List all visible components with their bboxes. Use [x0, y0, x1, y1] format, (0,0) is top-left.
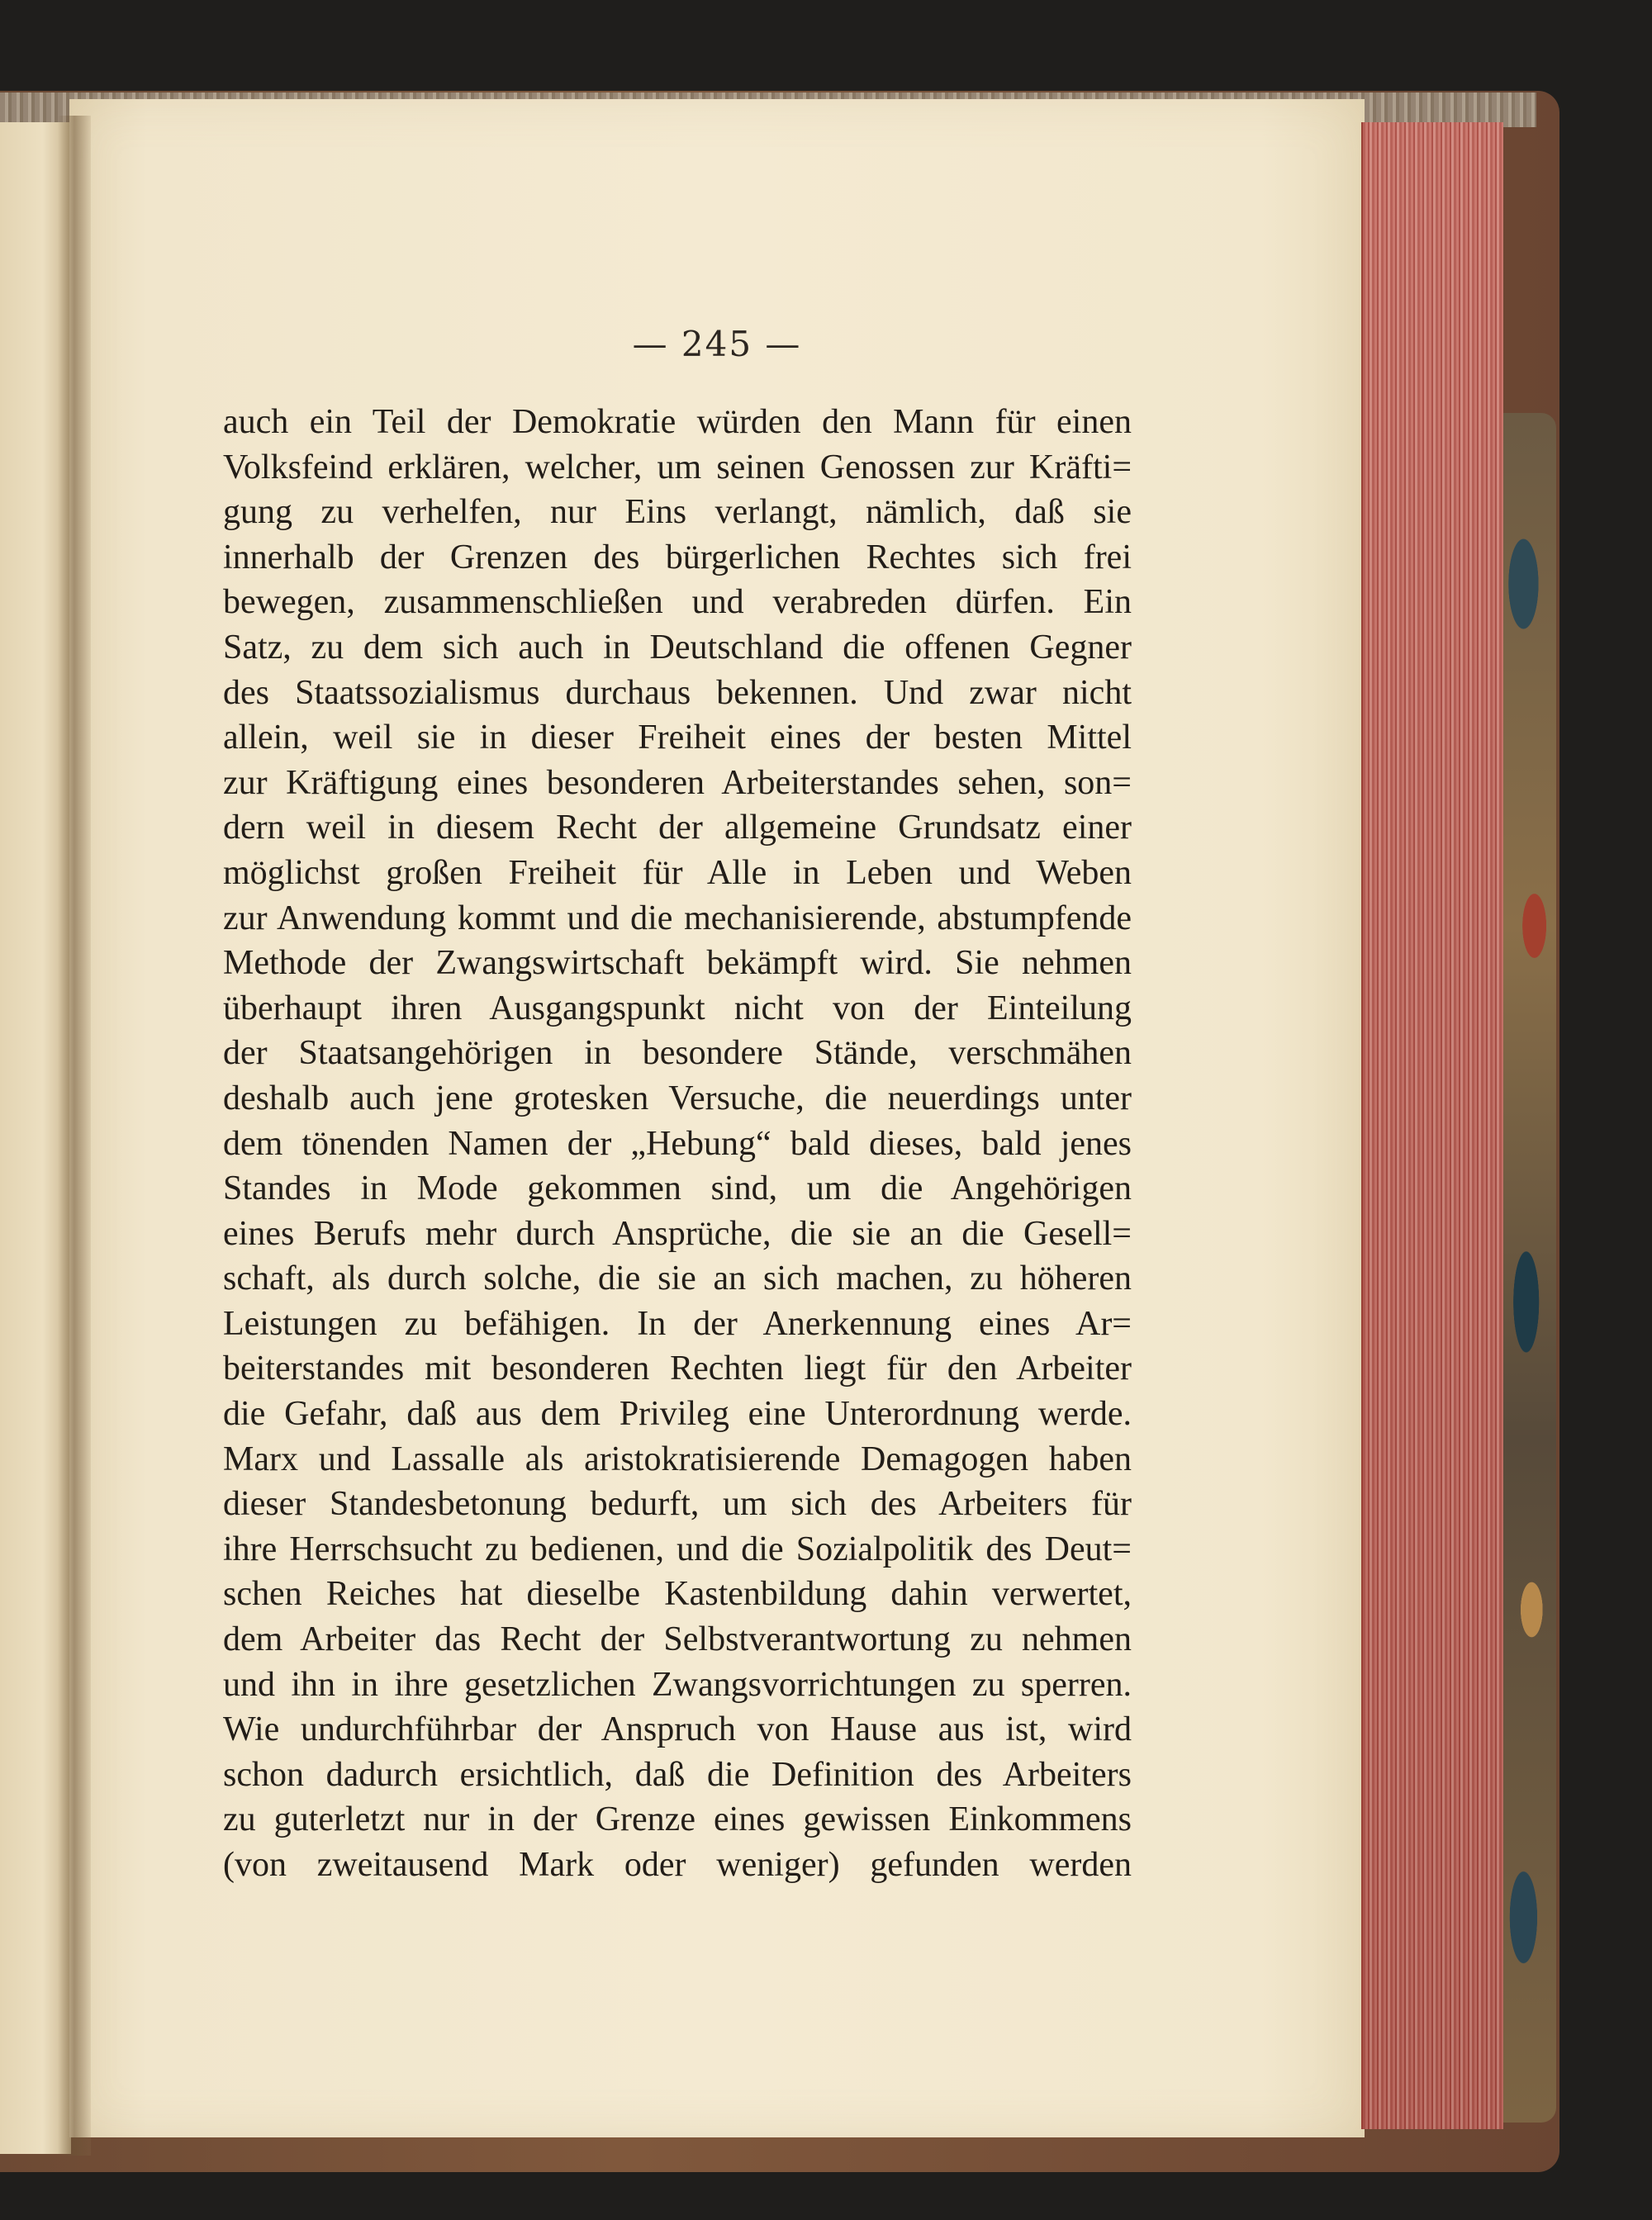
text-line: Standes in Mode gekommen sind, um die Angehörigen — [223, 1169, 1132, 1208]
text-line: eines Berufs mehr durch Ansprüche, die sie an die Gesell= — [223, 1214, 1132, 1253]
text-line: und ihn in ihre gesetzlichen Zwangsvorrichtungen zu sperren. — [223, 1665, 1132, 1704]
text-line: ihre Herrschsucht zu bedienen, und die Sozialpolitik des Deut= — [223, 1530, 1132, 1568]
text-line: auch ein Teil der Demokratie würden den Mann für einen — [223, 403, 1132, 441]
text-line: möglichst großen Freiheit für Alle in Leben und Weben — [223, 853, 1132, 892]
text-line: die Gefahr, daß aus dem Privileg eine Unterordnung werde. — [223, 1395, 1132, 1434]
text-line: Satz, zu dem sich auch in Deutschland die offenen Gegner — [223, 628, 1132, 666]
text-line: dern weil in diesem Recht der allgemeine Grundsatz einer — [223, 809, 1132, 847]
text-line: dieser Standesbetonung bedurft, um sich des Arbeiters für — [223, 1485, 1132, 1524]
text-line: Marx und Lassalle als aristokratisierende Demagogen haben — [223, 1440, 1132, 1478]
text-line: bewegen, zusammenschließen und verabreden dürfen. Ein — [223, 583, 1132, 622]
text-line: gung zu verhelfen, nur Eins verlangt, nämlich, daß sie — [223, 493, 1132, 532]
text-line: innerhalb der Grenzen des bürgerlichen Rechtes sich frei — [223, 538, 1132, 576]
text-line: schon dadurch ersichtlich, daß die Definition des Arbeiters — [223, 1755, 1132, 1794]
page-gutter — [58, 116, 91, 2156]
text-line: zur Kräftigung eines besonderen Arbeiterstandes sehen, son= — [223, 763, 1132, 802]
text-line: Leistungen zu befähigen. In der Anerkennung eines Ar= — [223, 1304, 1132, 1343]
text-line: allein, weil sie in dieser Freiheit eines der besten Mittel — [223, 719, 1132, 757]
marbled-endpaper — [1502, 413, 1556, 2123]
text-line: der Staatsangehörigen in besondere Stände, verschmähen — [223, 1034, 1132, 1073]
text-line: überhaupt ihren Ausgangspunkt nicht von der Einteilung — [223, 989, 1132, 1027]
text-line: (von zweitausend Mark oder weniger) gefunden werden — [223, 1846, 1132, 1884]
text-line: dem tönenden Namen der „Hebung“ bald dieses, bald jenes — [223, 1124, 1132, 1163]
text-line: deshalb auch jene grotesken Versuche, die neuerdings unter — [223, 1079, 1132, 1117]
text-line: schen Reiches hat dieselbe Kastenbildung dahin verwertet, — [223, 1575, 1132, 1614]
body-text — [223, 400, 1132, 1888]
text-line: des Staatssozialismus durchaus bekennen. Und zwar nicht — [223, 673, 1132, 712]
text-line: dem Arbeiter das Recht der Selbstverantwortung zu nehmen — [223, 1620, 1132, 1659]
text-line: schaft, als durch solche, die sie an sich machen, zu höheren — [223, 1259, 1132, 1298]
page-edges — [1361, 122, 1503, 2129]
text-line: Methode der Zwangswirtschaft bekämpft wird. Sie nehmen — [223, 944, 1132, 983]
text-line: beiterstandes mit besonderen Rechten liegt für den Arbeiter — [223, 1350, 1132, 1388]
text-line: zu guterletzt nur in der Grenze eines gewissen Einkommens — [223, 1800, 1132, 1839]
text-line: Wie undurchführbar der Anspruch von Hause aus ist, wird — [223, 1710, 1132, 1749]
text-line: zur Anwendung kommt und die mechanisierende, abstumpfende — [223, 899, 1132, 937]
text-line: Volksfeind erklären, welcher, um seinen Genossen zur Kräfti= — [223, 448, 1132, 486]
page-number: — 245 — — [632, 324, 802, 364]
